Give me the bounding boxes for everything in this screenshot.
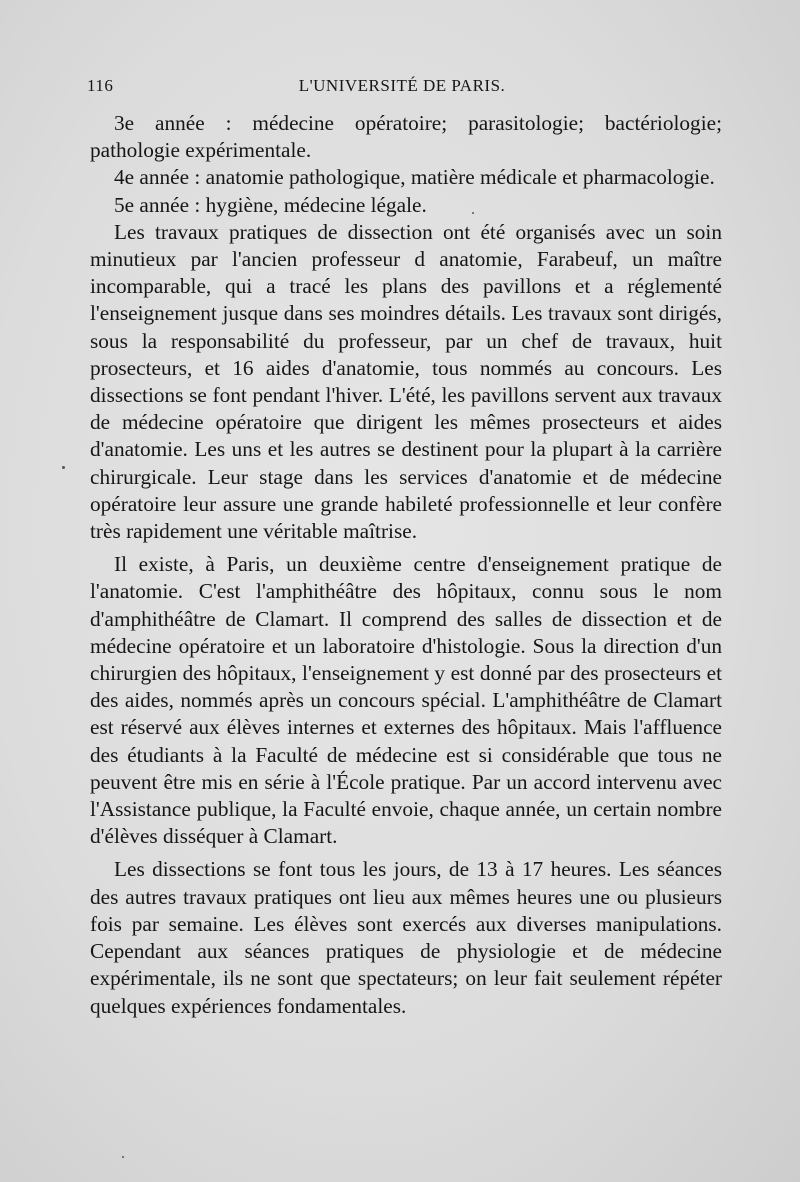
paragraph-schedule: Les dissections se font tous les jours, de 13 à 17 heures. Les séances des autres travaux pratiques ont lieu aux mêmes heures une ou plusieurs fois par semaine. Les élèves sont exercés aux diverses manipulations. Cependant aux séances pratiques de physiologie et de médecine expérimentale, ils ne sont que spectateurs; on leur fait seulement répéter quelques expériences fondamentales. [90,857,722,1018]
ink-speck [122,1156,124,1158]
paragraph-clamart: Il existe, à Paris, un deuxième centre d'enseignement pratique de l'anatomie. C'est l'amphithéâtre des hôpitaux, connu sous le nom d'amphithéâtre de Clamart. Il comprend des salles de dissection et de médecine opératoire et un laboratoire d'histologie. Sous la direction d'un chirurgien des hôpitaux, l'enseignement y est donné par des prosecteurs et des aides, nommés après un concours spécial. L'amphithéâtre de Clamart est réservé aux élèves internes et externes des hôpitaux. Mais l'affluence des étudiants à la Faculté de médecine est si considérable que tous ne peuvent être mis en série à l'École pratique. Par un accord intervenu avec l'Assistance publique, la Faculté envoie, chaque année, un certain nombre d'élèves disséquer à Clamart. [90,552,722,849]
curriculum-year-3: 3e année : médecine opératoire; parasitologie; bactériologie; pathologie expérimentale. [90,111,722,163]
ink-speck [472,212,474,214]
paragraph-dissection-work: Les travaux pratiques de dissection ont été organisés avec un soin minutieux par l'ancien professeur d anatomie, Farabeuf, un maître incomparable, qui a tracé les plans des pavillons et a réglementé l'enseignement jusque dans ses moindres détails. Les travaux sont dirigés, sous la responsabilité du professeur, par un chef de travaux, huit prosecteurs, et 16 aides d'anatomie, tous nommés au concours. Les dissections se font pendant l'hiver. L'été, les pavillons servent aux travaux de médecine opératoire que dirigent les mêmes prosecteurs et aides d'anatomie. Les uns et les autres se destinent pour la plupart à la carrière chirurgicale. Leur stage dans les services d'anatomie et de médecine opératoire leur assure une grande habileté professionnelle et leur confère très rapidement une véritable maîtrise. [90,219,722,544]
page-header [87,76,717,100]
ink-speck [62,466,65,469]
curriculum-year-5: 5e année : hygiène, médecine légale. [114,192,427,217]
running-title: L'UNIVERSITÉ DE PARIS. [298,76,506,95]
page-body [90,110,722,1020]
curriculum-year-4: 4e année : anatomie pathologique, matière médicale et pharmacologie. [114,165,715,190]
page-number: 116 [87,76,114,95]
